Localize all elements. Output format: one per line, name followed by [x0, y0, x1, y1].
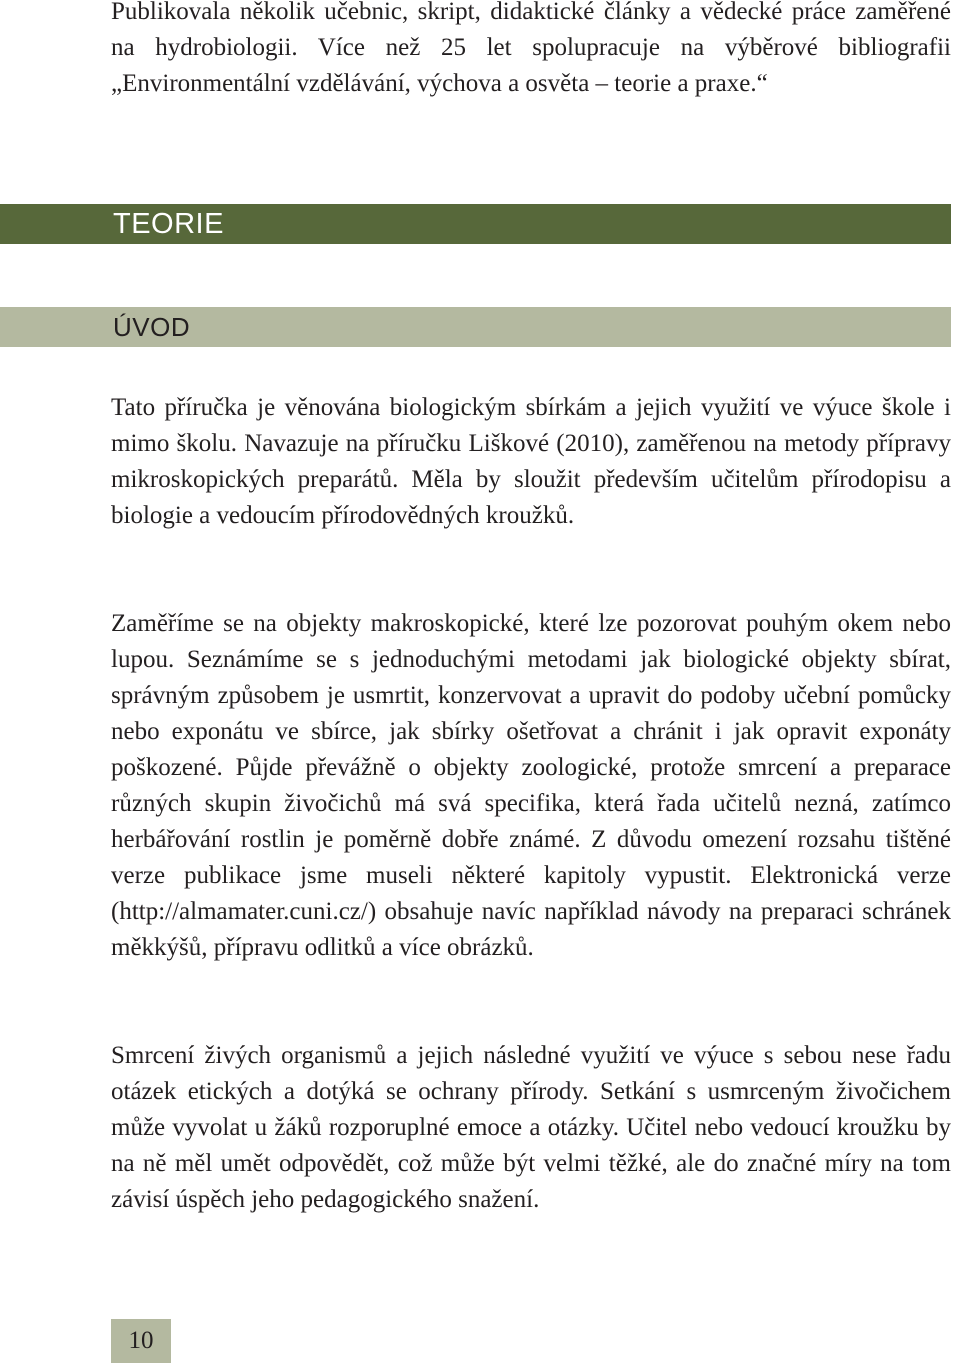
body-paragraph: Smrcení živých organismů a jejich následné využití ve výuce s sebou nese řadu otázek etických a dotýká se ochrany přírody. Setkání s usmrceným živočichem může vyvolat u žáků rozporuplné emoce a otázky. Učitel nebo vedoucí kroužku by na ně měl umět odpovědět, což může být velmi těžké, ale do značné míry na tom závisí úspěch jeho pedagogického snažení.: [111, 1042, 951, 1213]
body-paragraph: Tato příručka je věnována biologickým sbírkám a jejich využití ve výuce škole i mimo školu. Navazuje na příručku Liškové (2010), zaměřenou na metody přípravy mikroskopických preparátů. Měla by sloužit především učitelům přírodopisu a biologie a vedoucím přírodovědných kroužků.: [111, 394, 951, 529]
body-paragraph: Zaměříme se na objekty makroskopické, které lze pozorovat pouhým okem nebo lupou. Seznámíme se s jednoduchými metodami jak biologické objekty sbírat, správným způsobem je usmrtit, konzervovat a upravit do podoby učební pomůcky nebo exponátu ve sbírce, jak sbírky ošetřovat a chránit i jak opravit exponáty poškozené. Půjde převážně o objekty zoologické, protože smrcení a preparace různých skupin živočichů má svá specifika, která řada učitelů nezná, zatímco herbářování rostlin je poměrně dobře známé. Z důvodu omezení rozsahu tištěné verze publikace jsme museli některé kapitoly vypustit. Elektronická verze (http://almamater.cuni.cz/) obsahuje navíc například návody na preparaci schránek měkkýšů, přípravu odlitků a více obrázků.: [111, 610, 951, 961]
subsection-heading: ÚVOD: [113, 311, 191, 342]
page-number-box: [111, 1319, 171, 1363]
intro-paragraph: Publikovala několik učebnic, skript, didaktické články a vědecké práce zaměřené na hydrobiologii. Více než 25 let spolupracuje na výběrové bibliografii „Environmentální vzdělávání, výchova a osvěta – teorie a praxe.“: [111, 0, 951, 97]
subsection-heading-bar: [0, 307, 951, 347]
section-heading-bar: [0, 204, 951, 244]
section-heading: TEORIE: [113, 207, 224, 240]
page-number: 10: [128, 1327, 154, 1354]
